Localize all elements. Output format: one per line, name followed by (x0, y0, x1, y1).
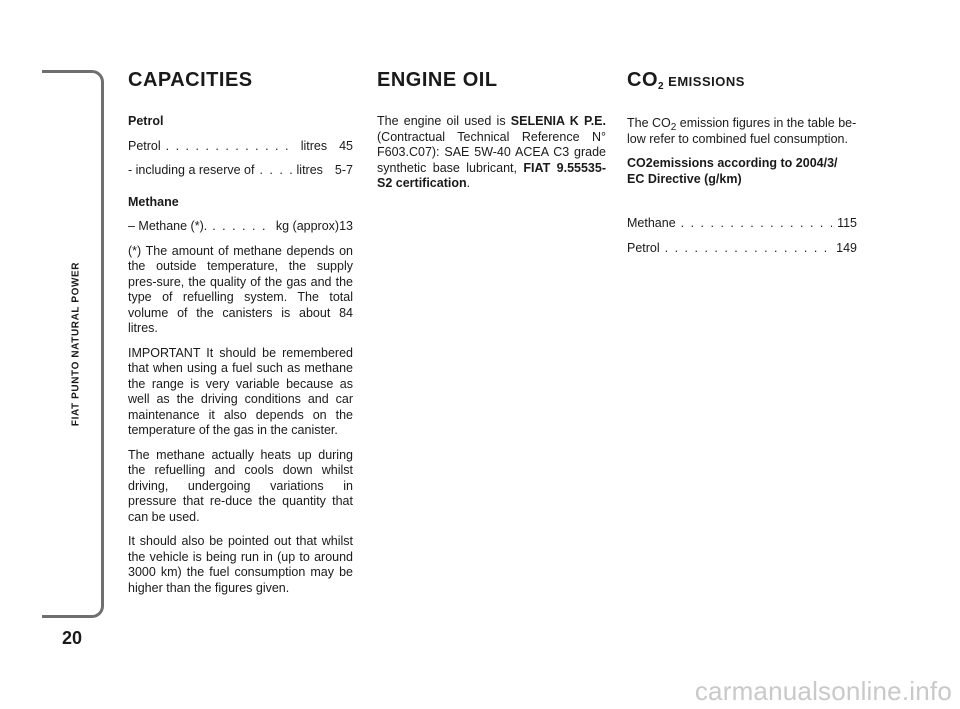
methane-unit: kg (approx) (275, 219, 340, 233)
reserve-label: - including a reserve of (128, 163, 255, 177)
petrol-heading: Petrol (128, 114, 164, 128)
methane-heating-paragraph: The methane actually heats up during the refuelling and cools down whilst driving, undergoing variations in pressure that re-duce the quantity that can be used. (128, 447, 353, 524)
co2-methane-value: 115 (837, 216, 857, 230)
methane-note: (*) The amount of methane depends on the outside temperature, the supply pres-sure, the quality of the gas and the type of refuelling system. The total volume of the canisters is about 84 litres. (128, 243, 353, 335)
important-note: IMPORTANT It should be remembered that when using a fuel such as methane the range is very variable because as well as the driving conditions and car maintenance it also depends on the temperature of the gas in the canister. (128, 345, 353, 437)
side-manual-title: FIAT PUNTO NATURAL POWER (70, 261, 82, 427)
reserve-capacity-row (128, 163, 353, 179)
watermark: carmanualsonline.info (694, 676, 952, 706)
capacities-heading: CAPACITIES (128, 69, 253, 91)
methane-value: 13 (339, 219, 353, 233)
petrol-label: Petrol (128, 138, 161, 153)
page-number: 20 (61, 628, 83, 648)
engine-oil-heading: ENGINE OIL (377, 69, 498, 91)
capacities-section (128, 66, 353, 605)
dot-leader (665, 241, 831, 257)
co2-intro-end: emission figures in the table be-low refer to combined fuel consumption. (627, 116, 857, 146)
methane-label: – Methane (*). (128, 219, 208, 233)
engine-oil-text: The engine oil used is (377, 114, 511, 128)
co2-intro (627, 116, 857, 147)
running-in-paragraph: It should also be pointed out that whilst the vehicle is being run in (up to around 3000 km) the fuel consumption may be higher than the figures given. (128, 534, 353, 595)
co2-heading (627, 66, 857, 96)
methane-heading: Methane (128, 194, 179, 209)
co2-petrol-value: 149 (836, 240, 857, 255)
reserve-value: 5-7 (334, 163, 353, 177)
oil-certification: FIAT 9.55535-S2 certification (377, 160, 606, 190)
co2-petrol-label: Petrol (627, 240, 660, 255)
co2-heading-subscript: 2 (658, 81, 665, 92)
engine-oil-section (377, 66, 606, 201)
co2-methane-label: Methane (627, 216, 676, 230)
oil-brand: SELENIA K P.E. (510, 114, 606, 128)
petrol-value: 45 (339, 138, 353, 153)
co2-directive-heading: CO2emissions according to 2004/3/ EC Directive (g/km) (627, 156, 838, 186)
dot-leader (681, 216, 832, 232)
dot-leader (212, 219, 271, 235)
co2-intro-subscript: 2 (670, 122, 677, 133)
petrol-unit: litres (300, 138, 328, 153)
co2-row-methane (627, 216, 857, 232)
co2-intro-start: The CO (627, 116, 671, 130)
co2-row-petrol (627, 241, 857, 257)
engine-oil-spec: (Contractual Technical Reference N° F603.C07): SAE 5W-40 ACEA C3 grade synthetic base lubricant, (377, 129, 606, 175)
co2-emissions-section (627, 66, 857, 265)
methane-capacity-row (128, 219, 353, 235)
dot-leader (166, 139, 296, 155)
co2-heading-main: CO (627, 69, 658, 91)
engine-oil-end: . (466, 176, 471, 190)
co2-heading-rest: EMISSIONS (664, 74, 745, 89)
petrol-capacity-row (128, 139, 353, 155)
engine-oil-paragraph (377, 114, 606, 192)
dot-leader (259, 163, 291, 179)
reserve-unit: litres (296, 163, 323, 177)
